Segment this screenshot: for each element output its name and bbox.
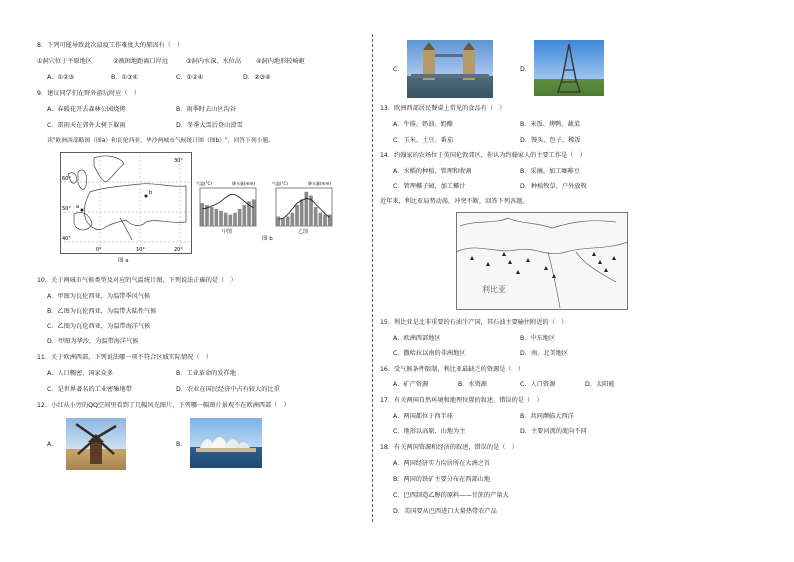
- precip-bar-10: [319, 213, 323, 226]
- europe-map: [60, 152, 192, 254]
- map-caption: 图 a: [118, 258, 129, 264]
- q8-option-c[interactable]: C．①②④: [176, 74, 204, 81]
- precip-bar-4: [215, 209, 219, 226]
- precip-bar-9: [238, 209, 242, 226]
- q8-item-3: ③洞内水深、水位高: [186, 58, 242, 65]
- lat-label-50: 50°: [62, 206, 71, 212]
- q11-option-b[interactable]: B．工业革命的发祥地: [176, 370, 236, 377]
- q13-option-a[interactable]: A．牛排、奶油、奶酪: [393, 121, 453, 128]
- precip-bar-8: [233, 213, 237, 226]
- q18-option-c[interactable]: C．巴西制造乙醇的原料——甘蔗的产量大: [393, 492, 509, 499]
- q12-stem: 12．小红从小旁的QQ空间里看到了几幅风光图片，下列哪一幅图片景观不在欧洲西部（ ）: [37, 402, 290, 409]
- q13-stem: 13．欧洲西部居民餐桌上常见的食品有（ ）: [380, 105, 506, 112]
- q14-option-b[interactable]: B．采摘、加工咖啡豆: [520, 168, 580, 175]
- tower-bridge-photo[interactable]: [407, 40, 493, 98]
- q12-option-a-label[interactable]: A．: [47, 441, 58, 448]
- map-label-a: a: [76, 204, 80, 210]
- q8-option-b[interactable]: B．①③④: [111, 74, 139, 81]
- lon-label-10: 10°: [136, 247, 145, 253]
- libya-intro: 近年来，利比亚局势动荡，冲突不断，回答下列各题。: [380, 198, 529, 205]
- q12-option-c-label[interactable]: C．: [393, 66, 404, 73]
- q10-option-c[interactable]: C．乙图为瓦伦西亚，为温带海洋气候: [47, 323, 151, 330]
- precip-bar-2: [281, 218, 285, 226]
- q12-option-d-label[interactable]: D．: [520, 66, 531, 73]
- q16-option-b[interactable]: B．水资源: [458, 381, 487, 388]
- q15-option-d[interactable]: D．南、北美地区: [520, 350, 569, 357]
- precip-bar-11: [323, 215, 327, 226]
- chart-yi-caption: 乙图: [298, 229, 309, 235]
- q15-option-c[interactable]: C．撒哈拉以南的非洲地区: [393, 350, 466, 357]
- q18-option-b[interactable]: B．两国的铁矿主要分布在西部山地: [393, 476, 491, 483]
- lon-label-0: 0°: [96, 247, 102, 253]
- precip-bar-6: [300, 199, 304, 226]
- q8-item-2: ②被困地距离口岸远: [113, 58, 169, 65]
- q14-option-c[interactable]: C．管理椰子园，加工椰汁: [393, 183, 466, 190]
- q13-option-c[interactable]: C．玉米、土豆、番茄: [393, 137, 454, 144]
- q9-option-b[interactable]: B．雨季时去山区沟谷: [176, 106, 236, 113]
- q10-option-b[interactable]: B．乙图为瓦伦西亚，为温带大陆性气候: [47, 308, 157, 315]
- chart-yi-precip-axis: 降水量(mm): [308, 181, 331, 186]
- map-label-b: b: [149, 190, 153, 196]
- libya-region-map: [456, 212, 628, 310]
- q17-option-a[interactable]: A．两国都位于西半球: [393, 413, 453, 420]
- q15-option-a[interactable]: A．欧洲西部地区: [393, 335, 441, 342]
- climate-chart-jia: [192, 180, 266, 232]
- q8-item-4: ④洞内地形较崎岖: [256, 58, 305, 65]
- q15-option-b[interactable]: B．中东地区: [520, 335, 556, 342]
- q9-stem: 9．建议同学们在野外游玩时应（ ）: [37, 90, 140, 97]
- q8-item-1: ①洞穴位于平原地区: [37, 58, 93, 65]
- q14-stem: 14．约翰家的农场位于英国伦敦郊区，你认为约翰家人的主要工作是（ ）: [380, 152, 586, 159]
- q16-option-d[interactable]: D．太阳能: [585, 381, 615, 388]
- q18-option-a[interactable]: A．两国经济实力均居所在大洲之首: [393, 460, 491, 467]
- chart-jia-temp-axis: 气温(°C): [196, 181, 212, 186]
- q9-option-c[interactable]: C．雷雨天在郊外大树下躲雨: [47, 122, 126, 129]
- precip-bar-1: [201, 203, 205, 226]
- q11-option-a[interactable]: A．人口稠密，国家众多: [47, 370, 114, 377]
- precip-bar-6: [224, 213, 228, 226]
- q11-stem: 11．关于欧洲西部，下列说法哪一项不符合区域实际情况（ ）: [37, 354, 212, 361]
- precip-bar-4: [291, 213, 295, 226]
- q13-option-b[interactable]: B．米饭、烤鸭、蔬菜: [520, 121, 580, 128]
- q14-option-a[interactable]: A．水稻的种植、管理和收割: [393, 168, 472, 175]
- q18-stem: 18．有关两国资源和经济的叙述，错误的是（ ）: [380, 444, 518, 451]
- opera-house-photo[interactable]: [190, 418, 262, 468]
- lon-label-20: 20°: [174, 247, 183, 253]
- q9-option-a[interactable]: A．春暖花开去森林公园烧烤: [47, 106, 126, 113]
- precip-bar-3: [210, 207, 214, 226]
- eiffel-tower-photo[interactable]: [534, 40, 604, 96]
- climate-chart-yi: [268, 180, 342, 232]
- precip-bar-10: [243, 205, 247, 226]
- precip-bar-1: [277, 217, 281, 227]
- q15-stem: 15．利比亚是北非重要的石油生产国，其石油主要输往附近的（ ）: [380, 319, 568, 326]
- q10-stem: 10．关于两城市气候类型及对应的气温统计图，下列说法正确的是（ ）: [37, 277, 237, 284]
- chart-jia-precip-axis: 降水量(mm): [232, 181, 255, 186]
- q14-option-d[interactable]: D．种植牧草，户外放牧: [520, 183, 587, 190]
- q16-stem: 16．受气候条件限制，利比亚最缺乏的资源是（ ）: [380, 366, 524, 373]
- q13-option-d[interactable]: D．馒头、包子、稀饭: [520, 137, 581, 144]
- precip-bar-7: [305, 192, 309, 226]
- libya-map-label: 利比亚: [482, 285, 506, 294]
- precip-bar-5: [219, 211, 223, 226]
- precip-bar-9: [314, 207, 318, 226]
- chart-caption: 图 b: [262, 236, 273, 242]
- q17-option-d[interactable]: D．主要河流的流向不同: [520, 428, 587, 435]
- precip-bar-12: [252, 199, 256, 226]
- q9-option-d[interactable]: D．冬季大雪后登山滑雪: [176, 122, 243, 129]
- lat-label-40: 40°: [62, 236, 71, 242]
- chart-jia-caption: 甲图: [222, 229, 233, 235]
- q8-option-d[interactable]: D．②③④: [243, 74, 271, 81]
- lat-label-60: 60°: [62, 176, 71, 182]
- q17-stem: 17．有关两国自然环境和地理位置的叙述，错误的是（ ）: [380, 397, 543, 404]
- q12-option-b-label[interactable]: B．: [176, 441, 187, 448]
- q16-option-c[interactable]: C．人口资源: [520, 381, 556, 388]
- q17-option-b[interactable]: B．共同濒临大西洋: [520, 413, 574, 420]
- q16-option-a[interactable]: A．矿产资源: [393, 381, 429, 388]
- q8-option-a[interactable]: A．①②③: [47, 74, 75, 81]
- q11-option-d[interactable]: D．农业在国民经济中占有较大的比重: [176, 386, 280, 393]
- q10-option-a[interactable]: A．甲图为瓦伦西亚，为温带季风气候: [47, 293, 151, 300]
- windmill-photo[interactable]: [66, 418, 126, 470]
- figure-intro: 读"欧洲西部略图（图a）和瓦伦西亚、华沙两城市气候统计图（图b）"，回答下列小题。: [47, 138, 275, 144]
- q10-option-d[interactable]: D．甲图为华沙，为温带海洋气候: [47, 338, 139, 345]
- precip-bar-3: [286, 217, 290, 227]
- q18-option-d[interactable]: D．美国要从巴西进口大量热带农产品: [393, 508, 497, 515]
- precip-bar-7: [229, 215, 233, 226]
- precip-bar-5: [295, 205, 299, 226]
- column-divider: [372, 34, 373, 522]
- q8-stem: 8．下列可能导致此次鼠疫工作难度大的原因有（ ）: [37, 42, 184, 49]
- lon-label-30: 30°: [174, 158, 183, 164]
- chart-yi-temp-axis: 气温(°C): [272, 181, 288, 186]
- q11-option-c[interactable]: C．是世界著名的工业密集地带: [47, 386, 132, 393]
- q17-option-c[interactable]: C．地形以高原、山地为主: [393, 428, 466, 435]
